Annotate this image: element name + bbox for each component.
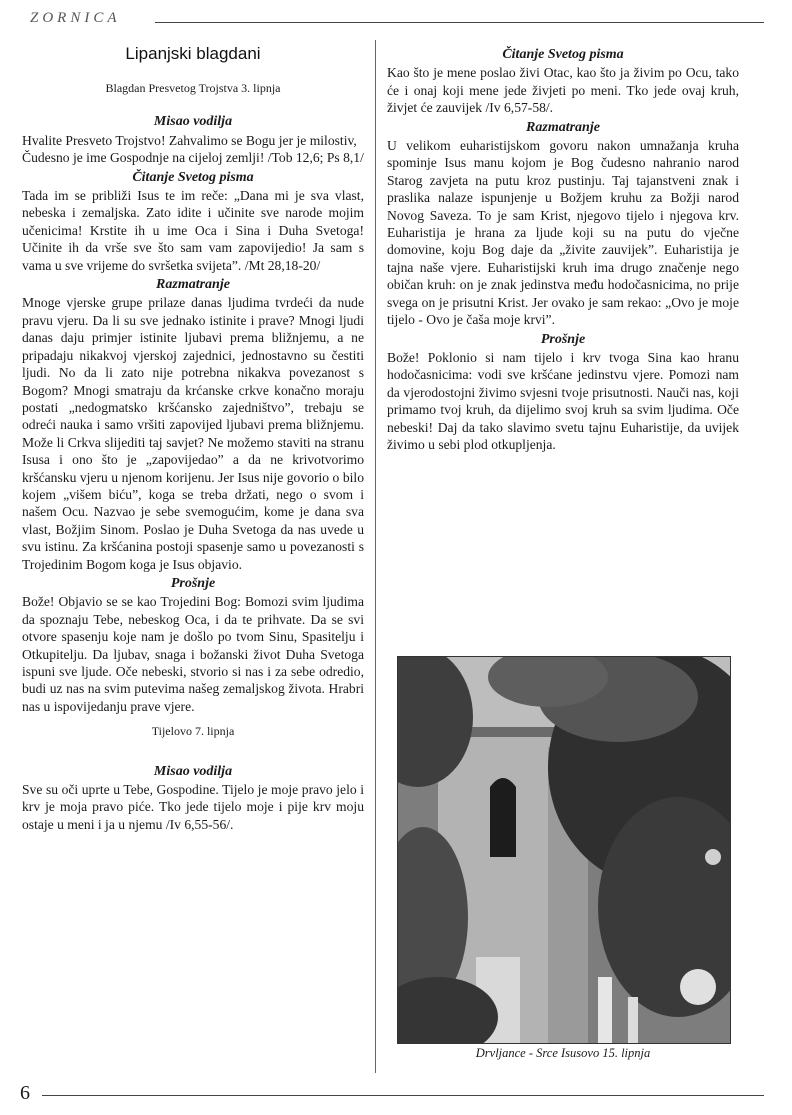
church-photo [397, 656, 731, 1044]
photo-caption: Drvljance - Srce Isusovo 15. lipnja [475, 1046, 651, 1060]
header-rule [155, 22, 764, 23]
left-column [22, 42, 364, 833]
feast1-razmatranje: Mnoge vjerske grupe prilaze danas ljudima tvrdeći da nude pravu vjeru. Da li su sve jednako istinite i prave? Mnogi ljudi danas daju primjer istinite ljubavi prema bližnjemu, a ne pripadaju nikakvoj vjerskoj zajednici, jednostavno su čestiti ljudi. No da li zato nije potrebna nikakva povezanost s Bogom? Mnogi smatraju da krćanske crkve konačno moraju postati „nedogmatsko kršćansko zajedništvo”, trebaju se odreći nauka i samo vršiti zapovijed ljubavi prema bližnjemu. Može li Crkva slijediti taj savjet? Ne možemo staviti na stranu Isusa i ono što je „zapovijedao” a da ne krivotvorimo kršćansku vjeru u njenom korijenu. Jer Isus nije govorio o bilo kojem „višem biću”, koga se treba držati, nego o svom i našem Ocu. Nazvao je sebe svemogućim, kome je dana sva vlast, Božjim Sinom. Poslao je Duha Svetoga da nas uvede u svu istinu. Za kršćanina postoji spasenje samo u povezanosti s Trojedinim Bogom koga je Isus objavio. [22, 295, 364, 572]
feast1-citanje: Tada im se približi Isus te im reče: „Dana mi je sva vlast, nebeska i zemaljska. Zato idite i učinite sve narode mojim učenicima! Krstite ih u ime Oca i Sina i Duha Svetoga! Učinite ih da vrše sve što sam vam zapovijedio! Ja sam s vama u sve vrijeme do svršetka svijeta”. /Mt 28,18-20/ [22, 188, 364, 273]
feast2-heading-misao: Misao vodilja [153, 763, 233, 779]
magazine-logo: ZORNICA [30, 10, 121, 26]
article-title: Lipanjski blagdani [125, 44, 261, 63]
church-photo-image [398, 657, 730, 1043]
footer-rule [42, 1095, 764, 1096]
feast2-citanje: Kao što je mene poslao živi Otac, kao što ja živim po Ocu, tako će i onaj koji mene jede živjeti po meni. Tko jede ovaj kruh, živjet će zauvijek /Iv 6,57-58/. [387, 65, 739, 116]
feast1-heading-prosnje: Prošnje [170, 575, 216, 591]
feast2-heading-razmatranje: Razmatranje [526, 119, 600, 135]
right-column [387, 44, 739, 453]
feast2-misao: Sve su oči uprte u Tebe, Gospodine. Tijelo je moje pravo jelo i krv je moja pravo piće. Tko jede tijelo moje i pije krv moju ostaje u meni i ja u njemu /Iv 6,55-56/. [22, 782, 364, 832]
feast2-heading-prosnje: Prošnje [540, 331, 586, 347]
column-divider [375, 40, 376, 1073]
feast1-heading-misao: Misao vodilja [153, 114, 233, 130]
feast2-prosnje: Bože! Poklonio si nam tijelo i krv tvoga Sina kao hranu hodočasnicima: vodi sve kršćane jedinstvu vjere. Pomozi nam da vjerodostojni živimo svjesni tvoje prisutnosti. Nauči nas, koji primamo tvoj kruh, da dijelimo svoj kruh sa svim ljudima. Oče nebeski! Daj da tako slavimo svetu tajnu Euharistije, da uvijek živimo u sebi plod otkupljenja. [387, 349, 739, 452]
feast1-misao-1: Hvalite Presveto Trojstvo! Zahvalimo se Bogu jer je milostiv, [22, 132, 357, 148]
feast1-prosnje: Bože! Objavio se se kao Trojedini Bog: Bomozi svim ljudima da spoznaju Tebe, nebeskog Oca, i da te prihvate. Da se svi otvore spasenju koje nam je došlo po tvom Sinu, Spasitelju i Otkupitelju. Da ljubav, snaga i božanski život Duha Svetoga ispuni sve ljude. Oče nebeski, stvorio si nas i za sebe odredio, budi uz nas na svim putevima našeg zemaljskog života. Hrabri nas u ispovijedanju prave vjere. [22, 594, 364, 714]
feast1-misao-2: Čudesno je ime Gospodnje na cijeloj zemlji! /Tob 12,6; Ps 8,1/ [22, 150, 364, 166]
feast2-heading-citanje: Čitanje Svetog pisma [502, 47, 624, 62]
feast1-heading-razmatranje: Razmatranje [156, 277, 230, 293]
page-number: 6 [20, 1082, 30, 1104]
feast2-razmatranje: U velikom euharistijskom govoru nakon umnažanja kruha spominje Isus manu kojom je Bog čudesno nahranio narod Starog zavjeta na putu kroz pustinju. Taj tajanstveni znak i praslika nalaze ispunjenje u Božjem kruhu za Božji narod Novog Saveza. To je sam Krist, njegovo tijelo i njegova krv. Euharistija je hrana za ljude koji su na putu do vječne domovine, koju Bog daje da „živite zauvijek”. Euharistija je tajna naše vjere. Euharistijski kruh ima drugo značenje nego običan kruh: on je znak jedinstva među hodočasnicima, no prije svega on je prisutni Krist. Jer ovako je sam rekao: „Ovo je moje tijelo - Ovo je čaša moje krvi”. [387, 138, 739, 328]
feast2-dateline: Tijelovo 7. lipnja [151, 724, 235, 739]
feast1-dateline: Blagdan Presvetog Trojstva 3. lipnja [105, 81, 281, 95]
feast1-heading-citanje: Čitanje Svetog pisma [132, 169, 254, 185]
